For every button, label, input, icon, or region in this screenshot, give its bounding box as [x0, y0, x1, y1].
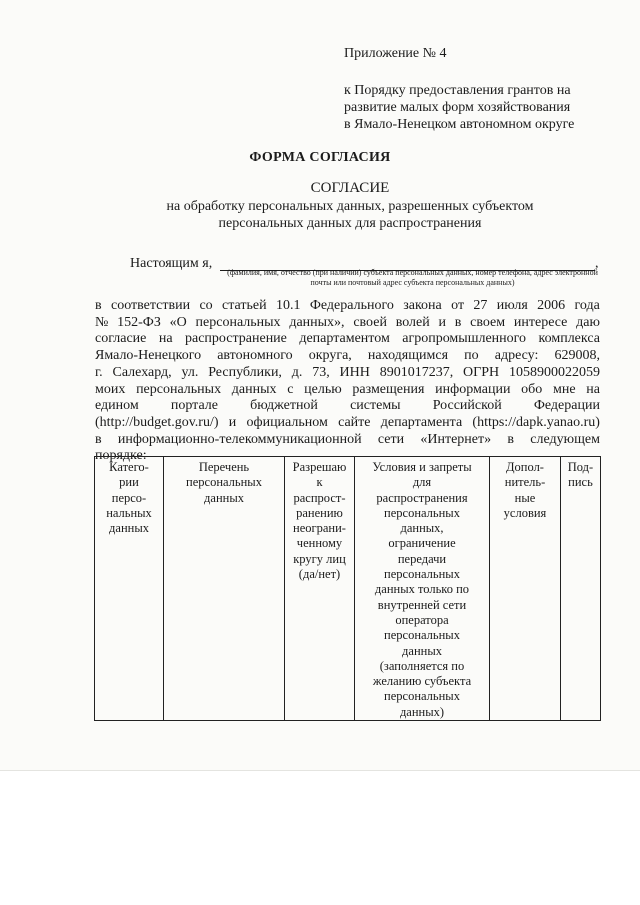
header-categories: Катего- рии персо- нальных данных [95, 457, 164, 721]
body-line: порядке: [95, 448, 147, 464]
body-line: в соответствии со статьей 10.1 Федерального закона от 27 июля 2006 года [95, 298, 600, 313]
agreement-subtitle-line: персональных данных для распространения [218, 216, 482, 231]
appendix-line: развитие малых форм хозяйствования [344, 100, 571, 115]
agreement-heading: СОГЛАСИЕ [310, 180, 390, 196]
consent-table [94, 456, 601, 721]
body-line: согласие на распространение департаментом агропромышленного комплекса [95, 331, 600, 347]
form-title: ФОРМА СОГЛАСИЯ [249, 150, 391, 165]
body-line: моих персональных данных с целью размещения информации обо мне на [95, 381, 600, 397]
agreement-heading-block [100, 180, 600, 232]
body-line: (http://budget.gov.ru/) и официальном сайте департамента (https://dapk.yanao.ru) [95, 414, 600, 430]
header-additional: Допол- нитель- ные условия [490, 457, 561, 721]
body-line: едином портале бюджетной системы Российской Федерации [95, 398, 600, 414]
header-allow: Разрешаю к распрост- ранению неограни- ченному кругу лиц (да/нет) [285, 457, 355, 721]
header-signature: Под- пись [561, 457, 601, 721]
agreement-subtitle-line: на обработку персональных данных, разрешенных субъектом [166, 199, 534, 214]
table-header-row [95, 457, 601, 721]
appendix-number: Приложение № 4 [344, 46, 447, 61]
appendix-block [344, 45, 604, 133]
appendix-line: в Ямало-Ненецком автономном округе [344, 117, 575, 132]
name-field-note: (фамилия, имя, отчество (при наличии) субъекта персональных данных, номер телефона, адрес электронной почты или почтовый адрес субъекта персональных данных) [227, 268, 598, 287]
body-line: Ямало-Ненецкого автономного округа, находящимся по адресу: 629008, [95, 348, 600, 364]
body-line: в информационно-телекоммуникационной сети «Интернет» в следующем [95, 431, 600, 447]
appendix-line: к Порядку предоставления грантов на [344, 83, 571, 98]
body-line: № 152-ФЗ «О персональных данных», своей волей и в своем интересе даю [95, 314, 600, 330]
intro-prefix: Настоящим я, [130, 256, 213, 271]
consent-body-text [95, 298, 600, 465]
body-line: г. Салехард, ул. Республики, д. 73, ИНН 8901017237, ОГРН 1058900022059 [95, 364, 600, 380]
intro-comma: , [595, 256, 599, 271]
header-list: Перечень персональных данных [164, 457, 285, 721]
header-conditions: Условия и запреты для распространения персональных данных, ограничение передачи персональных данных только по внутренней сети оператора персональных данных (заполняется по желанию субъекта персональных данных) [355, 457, 490, 721]
